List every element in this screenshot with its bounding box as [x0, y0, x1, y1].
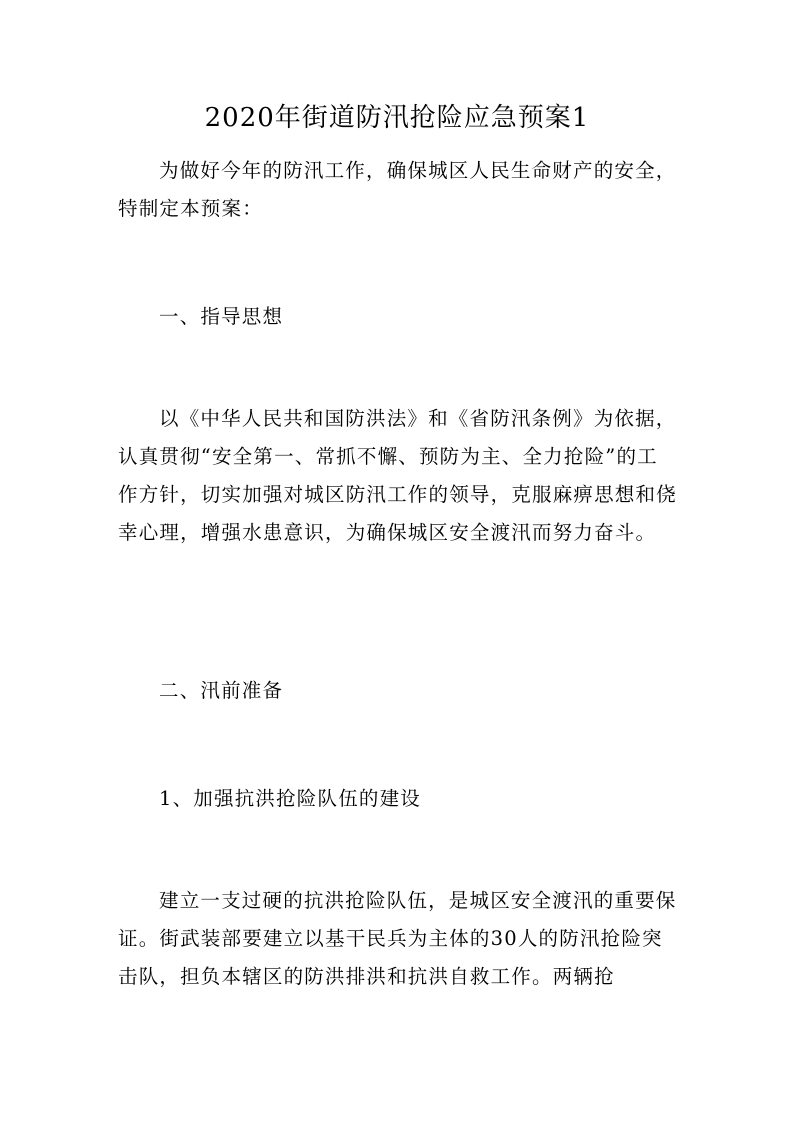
subsection-heading-team-building: 1、加强抗洪抢险队伍的建设 — [159, 787, 422, 810]
subsection-paragraph-team-building: 建立一支过硬的抗洪抢险队伍，是城区安全渡汛的重要保证。街武装部要建立以基干民兵为主体的30人的防汛抢险突击队，担负本辖区的防洪排洪和抗洪自救工作。两辆抢 — [118, 889, 677, 988]
section-heading-pre-flood-preparation: 二、汛前准备 — [159, 679, 284, 702]
intro-paragraph: 为做好今年的防汛工作，确保城区人民生命财产的安全，特制定本预案： — [118, 159, 677, 220]
section-paragraph-guiding-ideology: 以《中华人民共和国防洪法》和《省防汛条例》为依据，认真贯彻“安全第一、常抓不懈、预防为主、全力抢险”的工作方针，切实加强对城区防汛工作的领导，克服麻痹思想和侥幸心理，增强水患意识，为确保城区安全渡汛而努力奋斗。 — [118, 407, 677, 544]
document-title: 2020年街道防汛抢险应急预案1 — [204, 103, 590, 133]
section-heading-guiding-ideology: 一、指导思想 — [159, 305, 284, 328]
